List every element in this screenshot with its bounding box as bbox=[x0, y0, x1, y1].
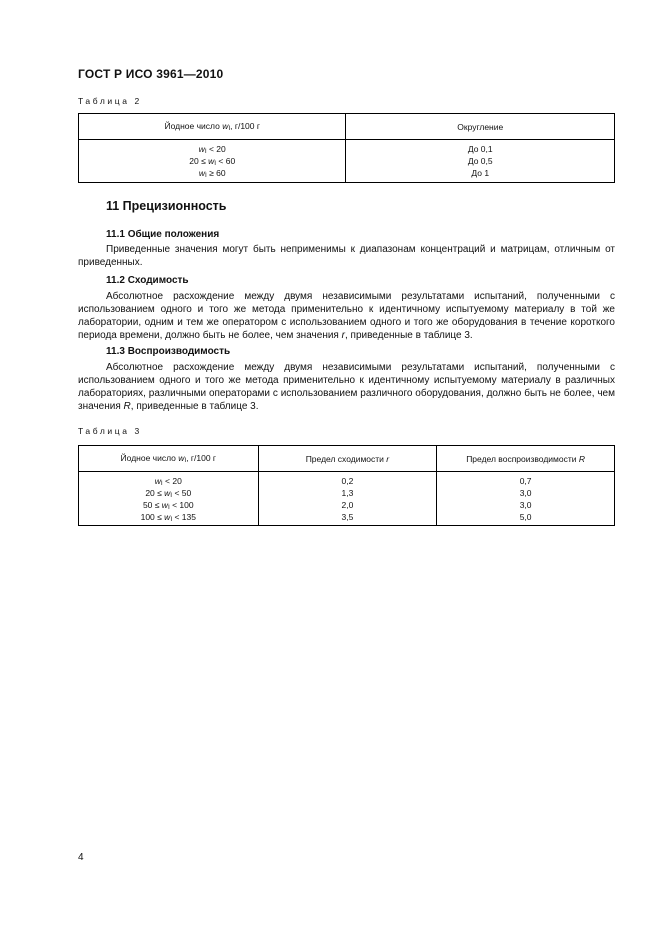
table-3-header-iodine: Йодное число $w_I$, г/100 г bbox=[79, 446, 259, 472]
table-2-header-iodine: Йодное число $w_I$, г/100 г bbox=[79, 114, 346, 140]
table-3-col-repeatability bbox=[258, 472, 437, 526]
table-3-cell: $100 \le w_I < 135$ bbox=[140, 512, 196, 523]
subsection-11-2-text: Абсолютное расхождение между двумя независимыми результатами испытаний, полученными с использованием одного и того же метода применительно к идентичному испытуемому материалу в той же лаборатории, одним и тем же оператором с использованием одного и того же оборудования в течение короткого периода времени, должно быть не более, чем значения r, приведенные в таблице 3. bbox=[78, 291, 615, 341]
table-2-col-iodine bbox=[79, 140, 346, 183]
table-2-cell: До 1 bbox=[471, 168, 490, 178]
subsection-11-1-text: Приведенные значения могут быть неприменимы к диапазонам концентраций и матрицам, отличным от приведенных. bbox=[78, 244, 615, 268]
page-number: 4 bbox=[78, 852, 84, 863]
subsection-11-3-text: Абсолютное расхождение между двумя независимыми результатами испытаний, полученными с использованием одного и того же метода применительно к идентичному испытуемому материалу в различных лабораториях, различными операторами с использованием различного оборудования, должно быть не более, чем значения R, приведенные в таблице 3. bbox=[78, 362, 615, 412]
table-3-header-repeatability: Предел сходимости r bbox=[258, 446, 437, 472]
table-3-col-reproducibility bbox=[437, 472, 615, 526]
table-2-cell: До 0,1 bbox=[467, 144, 493, 154]
table-3-cell: 0,7 bbox=[519, 476, 532, 486]
table-3-col-iodine bbox=[79, 472, 259, 526]
table-2-cell: $20 \le w_I < 60$ bbox=[189, 156, 236, 167]
table-3-cell: 3,0 bbox=[519, 500, 532, 510]
table-3-cell: $20 \le w_I < 50$ bbox=[145, 488, 192, 499]
table-2-col-rounding bbox=[346, 140, 615, 183]
document-header: ГОСТ Р ИСО 3961—2010 bbox=[78, 67, 224, 81]
table-3-cell: 0,2 bbox=[341, 476, 354, 486]
table-3-cell: 2,0 bbox=[341, 500, 354, 510]
table-2-cell: $w_I < 20$ bbox=[198, 144, 226, 155]
table-3 bbox=[78, 445, 615, 526]
subsection-11-3-title: 11.3 Воспроизводимость bbox=[106, 346, 231, 357]
table-2 bbox=[78, 113, 615, 183]
section-title: 11 Прецизионность bbox=[106, 199, 227, 213]
table-2-caption: Таблица 2 bbox=[78, 96, 142, 106]
table-3-cell: 5,0 bbox=[519, 512, 532, 522]
table-3-cell: $50 \le w_I < 100$ bbox=[142, 500, 194, 511]
table-2-cell: До 0,5 bbox=[467, 156, 493, 166]
table-2-header-rounding: Округление bbox=[346, 114, 615, 140]
table-2-cell: $w_I \ge 60$ bbox=[198, 168, 226, 179]
subsection-11-2-title: 11.2 Сходимость bbox=[106, 275, 189, 286]
table-3-header-reproducibility: Предел воспроизводимости R bbox=[437, 446, 615, 472]
table-3-cell: 3,5 bbox=[341, 512, 354, 522]
table-3-cell: 1,3 bbox=[341, 488, 354, 498]
table-3-caption: Таблица 3 bbox=[78, 426, 142, 436]
subsection-11-1-title: 11.1 Общие положения bbox=[106, 229, 220, 240]
table-3-cell: 3,0 bbox=[519, 488, 532, 498]
table-3-cell: $w_I < 20$ bbox=[154, 476, 182, 487]
